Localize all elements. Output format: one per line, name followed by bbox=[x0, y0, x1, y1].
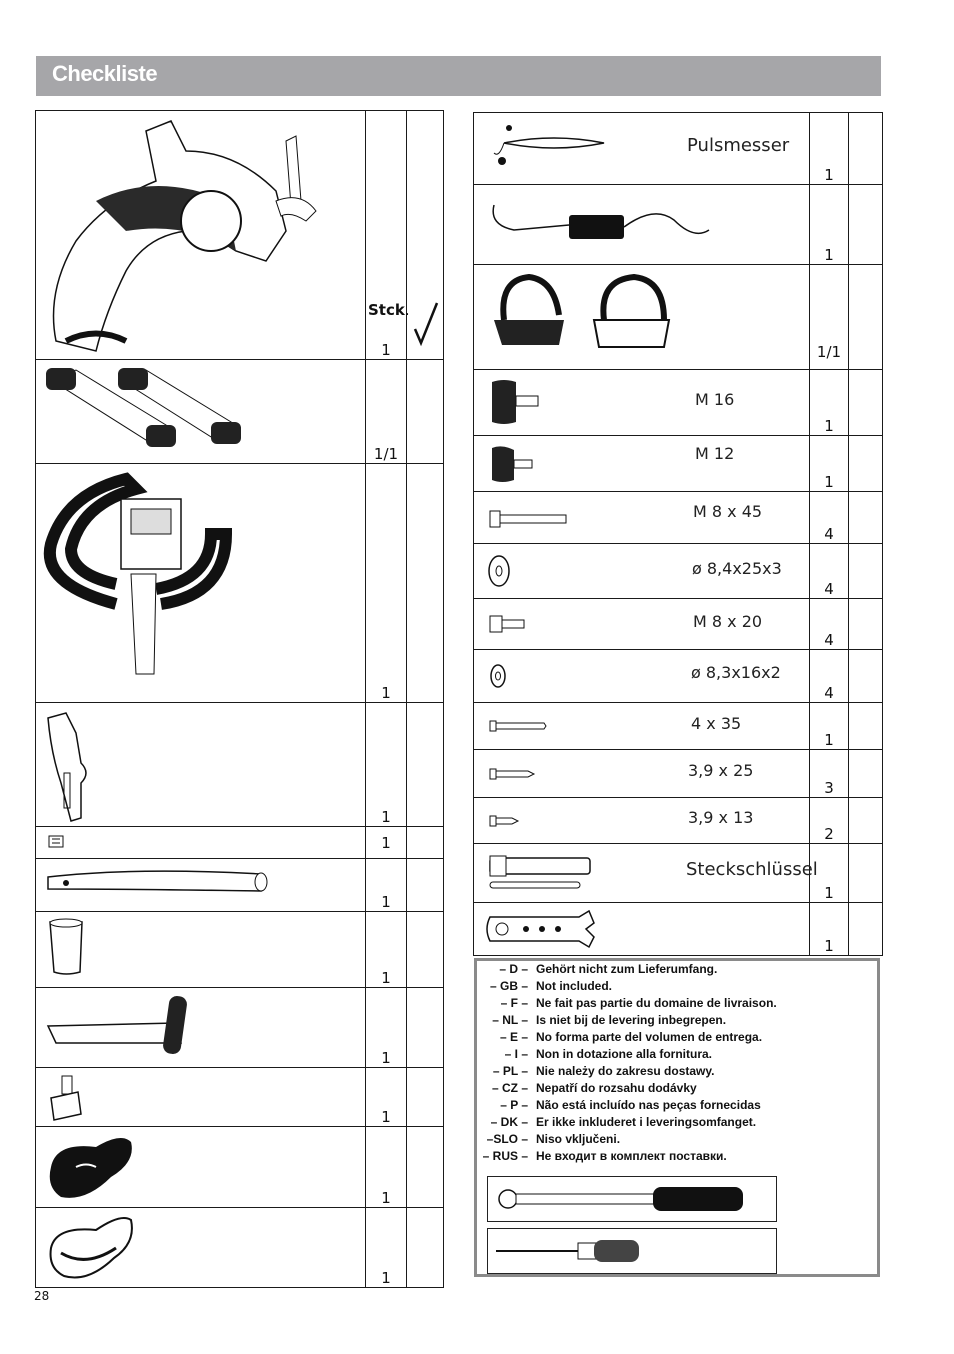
part-image-cell bbox=[474, 599, 810, 650]
check-cell bbox=[849, 903, 883, 956]
check-cell bbox=[849, 798, 883, 844]
check-cell bbox=[849, 844, 883, 903]
qty-cell bbox=[810, 544, 849, 599]
part-label: ø 8,3x16x2 bbox=[691, 663, 781, 682]
crank-arm-icon bbox=[36, 988, 366, 1067]
check-cell bbox=[407, 1208, 444, 1288]
qty-value: 1 bbox=[824, 731, 834, 749]
qty-value: 4 bbox=[824, 580, 834, 598]
qty-value: 4 bbox=[824, 684, 834, 702]
torque-wrench-icon bbox=[488, 1177, 776, 1221]
check-cell bbox=[849, 185, 883, 265]
qty-cell bbox=[366, 1068, 407, 1127]
check-cell bbox=[407, 111, 444, 360]
table-row bbox=[474, 544, 883, 599]
note-line: – RUS – Не входит в комплект поставки. bbox=[482, 1149, 727, 1163]
note-line: – E – No forma parte del volumen de entrega. bbox=[499, 1030, 763, 1044]
part-label: M 16 bbox=[695, 390, 735, 409]
qty-value: 1/1 bbox=[373, 445, 399, 463]
qty-value: 4 bbox=[824, 631, 834, 649]
part-image-cell bbox=[474, 798, 810, 844]
check-cell bbox=[849, 750, 883, 798]
socket-wrench-icon bbox=[474, 844, 604, 902]
sleeve-icon bbox=[36, 912, 366, 987]
qty-value: 1 bbox=[381, 1189, 391, 1207]
note-line: – CZ – Nepatří do rozsahu dodávky bbox=[491, 1081, 697, 1095]
qty-cell bbox=[366, 859, 407, 912]
table-row bbox=[36, 988, 444, 1068]
table-row bbox=[474, 370, 883, 436]
table-row bbox=[474, 436, 883, 492]
tool-box bbox=[487, 1176, 777, 1222]
qty-value: 1 bbox=[381, 969, 391, 987]
note-line: – DK – Er ikke inkluderet i leveringsomfanget. bbox=[490, 1115, 757, 1129]
qty-value: 1 bbox=[824, 246, 834, 264]
qty-cell bbox=[810, 492, 849, 544]
bolt-long-icon bbox=[474, 492, 584, 543]
qty-cell bbox=[366, 1208, 407, 1288]
part-image-cell bbox=[36, 827, 366, 859]
check-cell bbox=[407, 703, 444, 827]
table-row bbox=[36, 1127, 444, 1208]
part-label: 3,9 x 13 bbox=[688, 808, 754, 827]
table-row bbox=[36, 912, 444, 988]
seat-icon bbox=[36, 1127, 366, 1207]
qty-cell bbox=[366, 827, 407, 859]
table-row bbox=[474, 903, 883, 956]
right-parts-table bbox=[473, 112, 883, 956]
qty-value: 1 bbox=[381, 808, 391, 826]
stck-header: Stck. bbox=[368, 301, 410, 319]
qty-cell bbox=[810, 370, 849, 436]
table-row bbox=[474, 492, 883, 544]
qty-cell bbox=[810, 265, 849, 370]
checkmark-icon bbox=[413, 301, 439, 347]
bolt-short-icon bbox=[474, 599, 544, 649]
qty-value: 1 bbox=[824, 884, 834, 902]
qty-cell bbox=[366, 111, 410, 360]
page-title: Checkliste bbox=[52, 61, 158, 86]
part-image-cell bbox=[36, 464, 366, 703]
part-label: Steckschlüssel bbox=[686, 859, 818, 880]
tool-box bbox=[487, 1228, 777, 1274]
part-image-cell bbox=[36, 1068, 366, 1127]
note-line: – NL – Is niet bij de levering inbegrepen. bbox=[492, 1013, 727, 1027]
multi-wrench-icon bbox=[474, 903, 604, 955]
check-cell bbox=[407, 988, 444, 1068]
table-row bbox=[474, 844, 883, 903]
part-label: ø 8,4x25x3 bbox=[692, 559, 782, 578]
check-cell bbox=[849, 650, 883, 703]
check-cell bbox=[849, 436, 883, 492]
check-cell bbox=[407, 827, 444, 859]
part-image-cell bbox=[474, 844, 818, 903]
pulse-sensor-icon bbox=[474, 113, 654, 184]
part-image-cell bbox=[474, 703, 810, 750]
table-row bbox=[36, 360, 444, 464]
bike-frame-icon bbox=[36, 111, 366, 359]
check-cell bbox=[407, 360, 444, 464]
knob-part-icon bbox=[36, 1068, 366, 1126]
qty-cell bbox=[810, 703, 849, 750]
part-image-cell bbox=[474, 903, 810, 956]
qty-cell bbox=[366, 360, 407, 464]
part-image-cell bbox=[36, 703, 366, 827]
table-row bbox=[36, 859, 444, 912]
power-adapter-icon bbox=[474, 185, 714, 264]
qty-cell bbox=[366, 1127, 407, 1208]
qty-cell bbox=[810, 750, 849, 798]
tube-icon bbox=[36, 859, 366, 911]
table-row bbox=[474, 703, 883, 750]
table-row bbox=[474, 650, 883, 703]
screw-long-icon bbox=[474, 703, 554, 749]
check-cell bbox=[407, 912, 444, 988]
part-image-cell bbox=[474, 265, 810, 370]
qty-value: 1 bbox=[824, 937, 834, 955]
part-image-cell bbox=[474, 750, 810, 798]
check-cell bbox=[849, 703, 883, 750]
qty-value: 1 bbox=[381, 834, 391, 852]
part-label: M 8 x 20 bbox=[693, 612, 763, 631]
part-image-cell bbox=[36, 1127, 366, 1208]
screwdriver-icon bbox=[488, 1229, 776, 1273]
note-line: – P – Não está incluído nas peças fornecidas bbox=[500, 1098, 761, 1112]
part-image-cell bbox=[36, 1208, 366, 1288]
qty-value: 2 bbox=[824, 825, 834, 843]
qty-value: 1 bbox=[381, 1108, 391, 1126]
check-cell bbox=[407, 464, 444, 703]
table-row bbox=[474, 185, 883, 265]
part-image-cell bbox=[474, 370, 810, 436]
table-row bbox=[474, 750, 883, 798]
part-label: M 8 x 45 bbox=[693, 502, 763, 521]
table-row bbox=[36, 703, 444, 827]
part-image-cell bbox=[474, 113, 810, 185]
part-image-cell bbox=[474, 436, 810, 492]
qty-value: 3 bbox=[824, 779, 834, 797]
part-image-cell bbox=[36, 859, 366, 912]
page-number: 28 bbox=[34, 1289, 50, 1303]
qty-value: 1 bbox=[824, 417, 834, 435]
part-image-cell bbox=[36, 360, 366, 464]
qty-value: 1 bbox=[381, 893, 391, 911]
check-cell bbox=[407, 1127, 444, 1208]
qty-cell bbox=[810, 844, 849, 903]
qty-cell bbox=[366, 464, 407, 703]
qty-cell bbox=[366, 703, 407, 827]
check-cell bbox=[849, 544, 883, 599]
check-cell bbox=[849, 492, 883, 544]
check-cell bbox=[849, 265, 883, 370]
qty-value: 1 bbox=[824, 473, 834, 491]
not-included-notes bbox=[474, 958, 880, 1277]
foot-tubes-icon bbox=[36, 360, 366, 463]
table-row bbox=[474, 798, 883, 844]
qty-value: 1 bbox=[824, 166, 834, 184]
qty-cell bbox=[810, 185, 849, 265]
table-row bbox=[474, 113, 883, 185]
part-label: Pulsmesser bbox=[687, 135, 790, 156]
screw-short-icon bbox=[474, 798, 534, 843]
washer-large-icon bbox=[474, 544, 534, 598]
qty-value: 1 bbox=[381, 1049, 391, 1067]
qty-cell bbox=[810, 903, 849, 956]
qty-cell bbox=[810, 113, 849, 185]
part-label: 4 x 35 bbox=[691, 714, 742, 733]
qty-value: 1/1 bbox=[816, 343, 842, 361]
note-line: – PL – Nie należy do zakresu dostawy. bbox=[492, 1064, 715, 1078]
qty-value: 1 bbox=[381, 684, 391, 702]
qty-cell bbox=[810, 599, 849, 650]
part-label: M 12 bbox=[695, 444, 735, 463]
note-line: – F – Ne fait pas partie du domaine de livraison. bbox=[500, 996, 777, 1010]
qty-cell bbox=[810, 436, 849, 492]
qty-value: 1 bbox=[381, 341, 391, 359]
washer-small-icon bbox=[474, 650, 534, 702]
qty-cell bbox=[810, 798, 849, 844]
qty-cell bbox=[366, 912, 407, 988]
part-image-cell bbox=[36, 912, 366, 988]
part-label: 3,9 x 25 bbox=[688, 761, 754, 780]
note-line: – GB – Not included. bbox=[489, 979, 612, 993]
qty-value: 4 bbox=[824, 525, 834, 543]
knob-m12-icon bbox=[474, 436, 554, 491]
check-cell bbox=[407, 1068, 444, 1127]
small-part-icon bbox=[36, 827, 366, 858]
check-cell bbox=[849, 599, 883, 650]
part-image-cell bbox=[474, 544, 810, 599]
pedals-icon bbox=[474, 265, 694, 369]
header-banner bbox=[36, 56, 881, 96]
cover-part-icon bbox=[36, 703, 366, 826]
handlebar-console-icon bbox=[36, 464, 366, 702]
note-line: – D – Gehört nicht zum Lieferumfang. bbox=[499, 962, 718, 976]
screw-medium-icon bbox=[474, 750, 544, 797]
table-row bbox=[474, 265, 883, 370]
table-row bbox=[36, 111, 444, 360]
part-image-cell bbox=[474, 492, 810, 544]
part-image-cell bbox=[474, 650, 810, 703]
qty-value: 1 bbox=[381, 1269, 391, 1287]
knob-m16-icon bbox=[474, 370, 554, 435]
table-row bbox=[474, 599, 883, 650]
table-row bbox=[36, 827, 444, 859]
check-cell bbox=[407, 859, 444, 912]
note-line: –SLO – Niso vključeni. bbox=[486, 1132, 621, 1146]
part-image-cell bbox=[474, 185, 810, 265]
left-parts-table bbox=[35, 110, 444, 1288]
seat-bottom-icon bbox=[36, 1208, 366, 1287]
part-image-cell bbox=[36, 988, 366, 1068]
part-image-cell bbox=[36, 111, 366, 360]
check-cell bbox=[849, 370, 883, 436]
qty-cell bbox=[366, 988, 407, 1068]
table-row bbox=[36, 1068, 444, 1127]
table-row bbox=[36, 464, 444, 703]
qty-cell bbox=[810, 650, 849, 703]
note-line: – I – Non in dotazione alla fornitura. bbox=[504, 1047, 713, 1061]
table-row bbox=[36, 1208, 444, 1288]
check-cell bbox=[849, 113, 883, 185]
